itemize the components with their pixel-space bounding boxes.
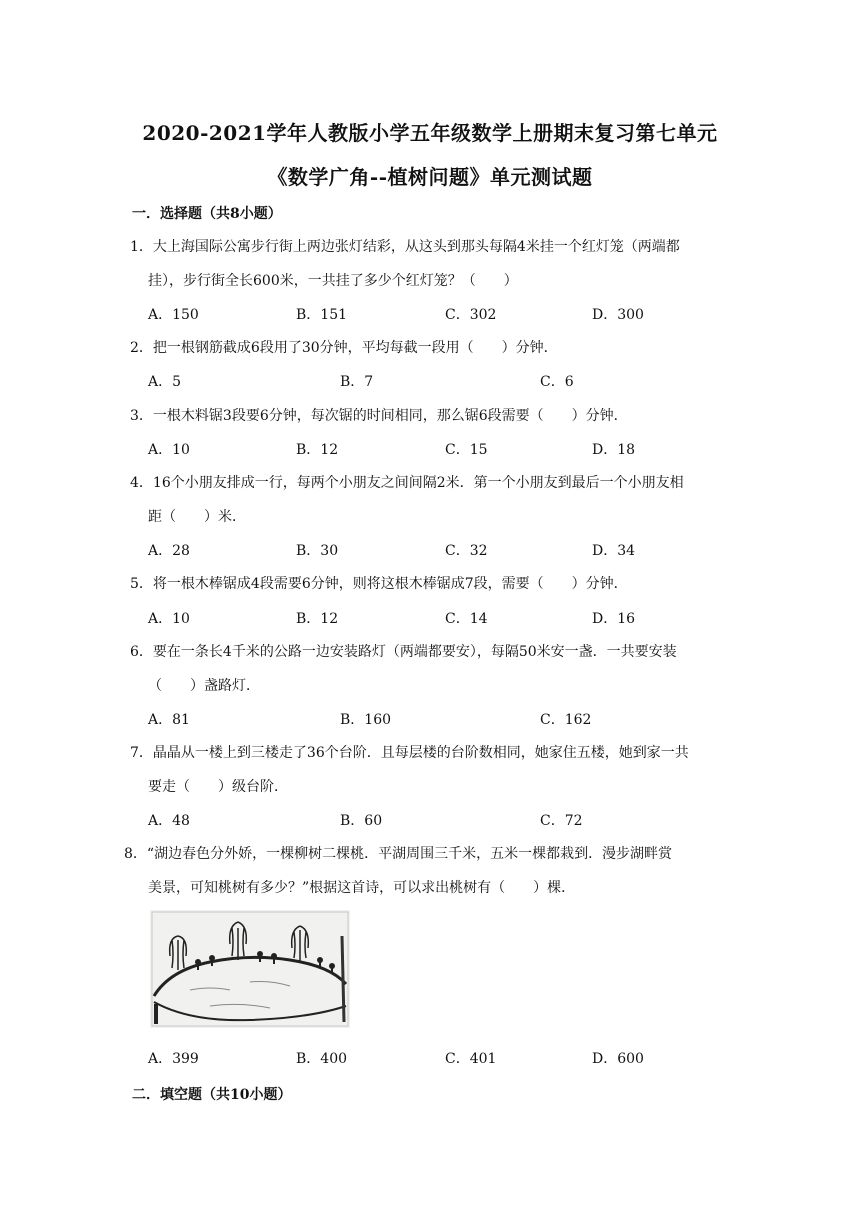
option-a: A．10 xyxy=(148,611,190,627)
question-text: 4．16个小朋友排成一行，每两个小朋友之间间隔2米．第一个小朋友到最后一个小朋友相 xyxy=(130,475,684,491)
option-b: B．151 xyxy=(296,307,348,323)
option-a: A．150 xyxy=(148,307,199,323)
option-a: A．5 xyxy=(148,374,182,390)
question-text: 7．晶晶从一楼上到三楼走了36个台阶．且每层楼的台阶数相同，她家住五楼，她到家一共 xyxy=(130,745,689,761)
question-7 xyxy=(130,736,740,804)
question-5 xyxy=(130,567,740,601)
question-text: 5．将一根木棒锯成4段需要6分钟，则将这根木棒锯成7段，需要（ ）分钟． xyxy=(130,576,628,592)
option-b: B．12 xyxy=(296,442,339,458)
question-2 xyxy=(130,331,740,365)
option-a: A．10 xyxy=(148,442,190,458)
section-heading-choice: 一．选择题（共8小题） xyxy=(132,206,282,222)
option-b: B．12 xyxy=(296,611,339,627)
question-text: 美景，可知桃树有多少？”根据这首诗，可以求出桃树有（ ）棵． xyxy=(148,880,576,896)
question-text: 要走（ ）级台阶． xyxy=(148,779,288,795)
option-b: B．160 xyxy=(340,712,392,728)
option-d: D．34 xyxy=(592,543,636,559)
question-text: 1．大上海国际公寓步行街上两边张灯结彩，从这头到那头每隔4米挂一个红灯笼（两端都 xyxy=(130,239,680,255)
option-a: A．48 xyxy=(148,813,190,829)
question-text: 6．要在一条长4千米的公路一边安装路灯（两端都要安），每隔50米安一盏．一共要安装 xyxy=(130,644,677,660)
option-c: C．14 xyxy=(445,611,488,627)
question-4 xyxy=(130,466,740,534)
option-b: B．30 xyxy=(296,543,339,559)
question-text: 挂），步行街全长600米，一共挂了多少个红灯笼？（ ） xyxy=(148,273,518,289)
option-b: B．7 xyxy=(340,374,374,390)
question-3 xyxy=(130,399,740,433)
question-text: 2．把一根钢筋截成6段用了30分钟，平均每截一段用（ ）分钟． xyxy=(130,340,558,356)
page-subtitle: 《数学广角--植树问题》单元测试题 xyxy=(267,165,593,189)
option-c: C．6 xyxy=(540,374,574,390)
option-d: D．18 xyxy=(592,442,636,458)
lake-trees-illustration xyxy=(150,910,350,1028)
question-text: 距（ ）米． xyxy=(148,509,246,525)
option-b: B．400 xyxy=(296,1051,348,1067)
question-1 xyxy=(130,230,740,298)
section-heading-fill: 二．填空题（共10小题） xyxy=(132,1087,292,1103)
option-c: C．32 xyxy=(445,543,488,559)
question-6 xyxy=(130,635,740,703)
option-c: C．162 xyxy=(540,712,592,728)
option-d: D．600 xyxy=(592,1051,644,1067)
option-c: C．401 xyxy=(445,1051,497,1067)
option-d: D．300 xyxy=(592,307,644,323)
option-c: C．72 xyxy=(540,813,583,829)
option-c: C．302 xyxy=(445,307,497,323)
option-d: D．16 xyxy=(592,611,636,627)
option-b: B．60 xyxy=(340,813,383,829)
option-a: A．81 xyxy=(148,712,190,728)
question-text: 3．一根木料锯3段要6分钟，每次锯的时间相同，那么锯6段需要（ ）分钟． xyxy=(130,408,628,424)
option-a: A．399 xyxy=(148,1051,199,1067)
option-c: C．15 xyxy=(445,442,488,458)
question-8 xyxy=(124,837,740,905)
option-a: A．28 xyxy=(148,543,190,559)
page-title: 2020-2021学年人教版小学五年级数学上册期末复习第七单元 xyxy=(142,121,718,145)
question-text: 8．“湖边春色分外娇，一棵柳树二棵桃．平湖周围三千米，五米一棵都栽到．漫步湖畔赏 xyxy=(124,846,673,862)
question-text: （ ）盏路灯． xyxy=(148,678,260,694)
